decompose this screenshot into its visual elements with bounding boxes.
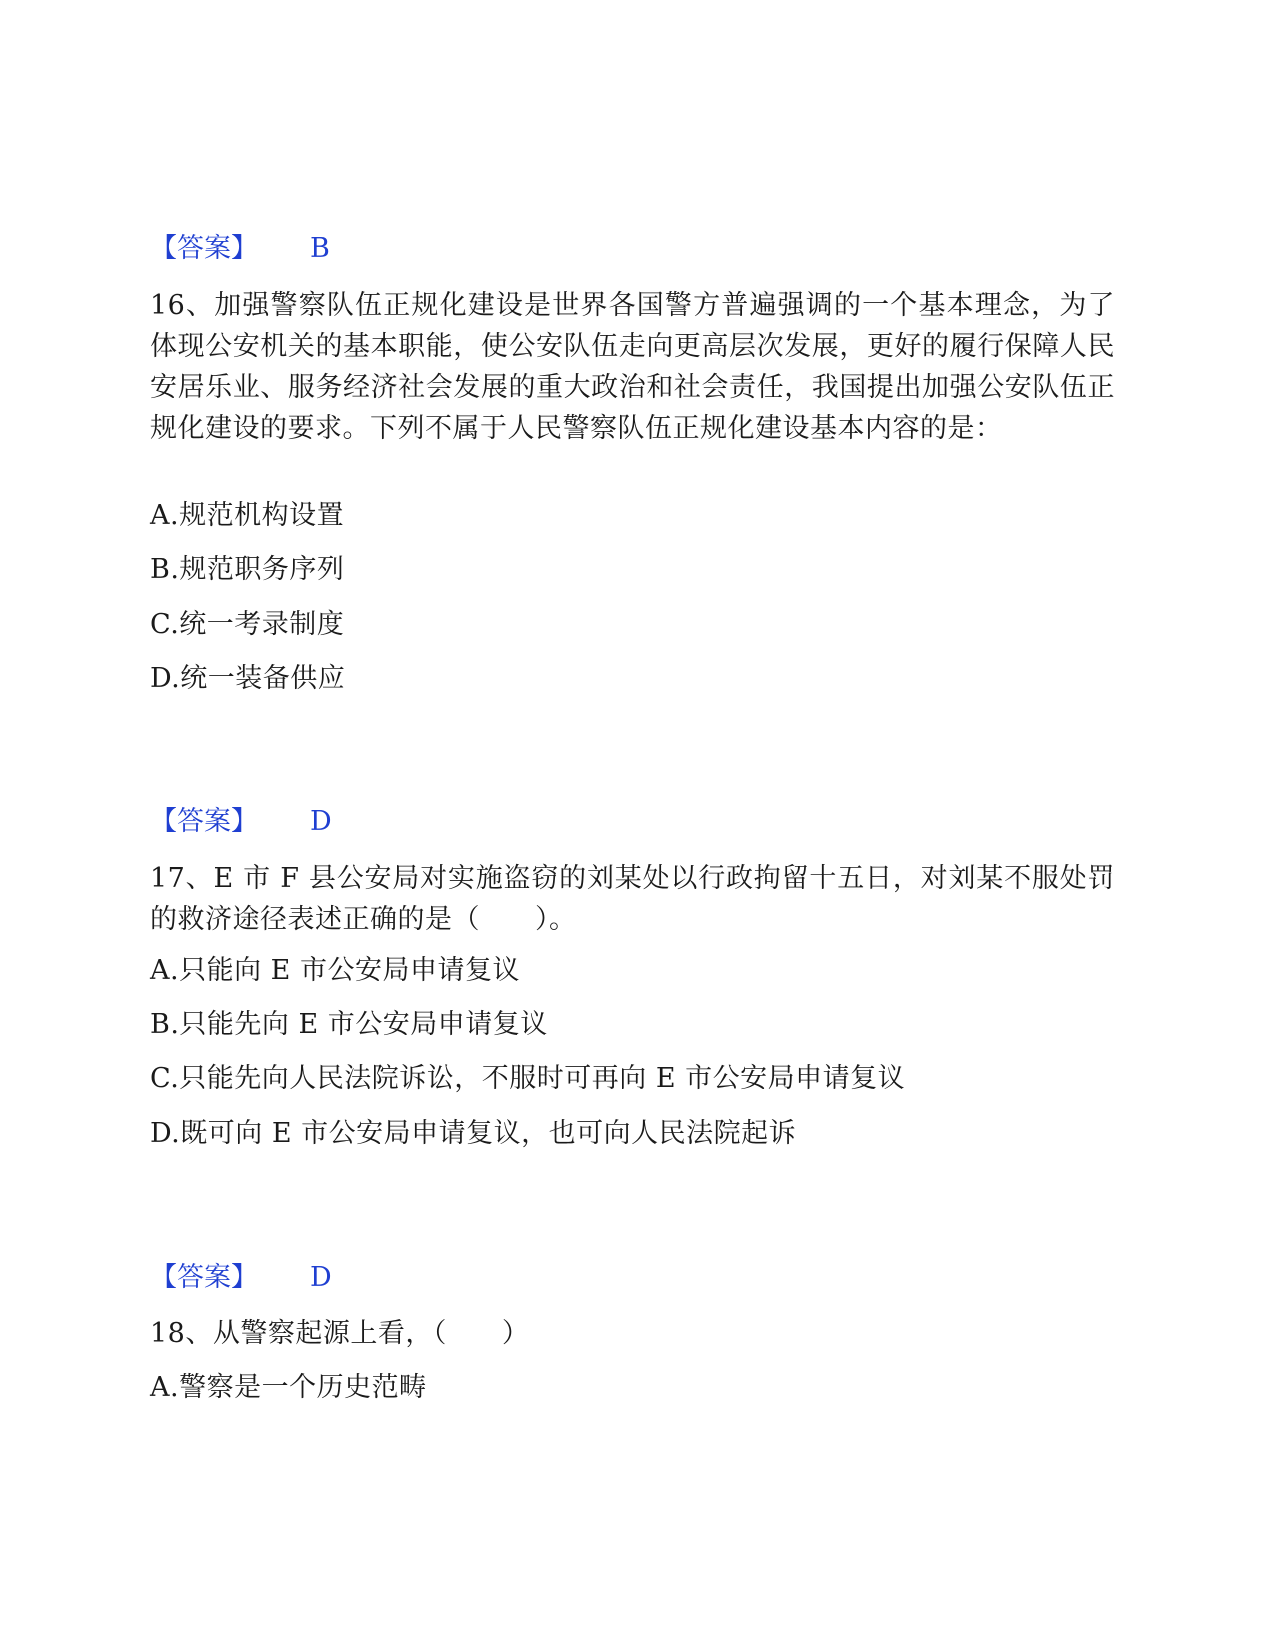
question-17-option-d: D.既可向 E 市公安局申请复议，也可向人民法院起诉 <box>150 1118 797 1149</box>
question-17-option-b: B.只能先向 E 市公安局申请复议 <box>150 1009 548 1040</box>
answer-label: 【答案】 <box>150 1262 258 1293</box>
answer-value: B <box>310 233 330 264</box>
answer-value: D <box>310 806 332 837</box>
question-16-text: 16、加强警察队伍正规化建设是世界各国警方普遍强调的一个基本理念，为了体现公安机关的基本职能，使公安队伍走向更高层次发展，更好的履行保障人民安居乐业、服务经济社会发展的重大政治和社会责任，我国提出加强公安队伍正规化建设的要求。下列不属于人民警察队伍正规化建设基本内容的是： <box>150 290 1115 444</box>
answer-line-15 <box>150 233 330 265</box>
question-18-text: 18、从警察起源上看，（ ） <box>150 1318 530 1349</box>
question-17-text: 17、E 市 F 县公安局对实施盗窃的刘某处以行政拘留十五日，对刘某不服处罚的救济途径表述正确的是（ ）。 <box>150 863 1115 935</box>
question-16-option-c: C.统一考录制度 <box>150 609 345 640</box>
answer-label: 【答案】 <box>150 806 258 837</box>
answer-value: D <box>310 1262 332 1293</box>
question-16-option-a: A.规范机构设置 <box>150 500 345 531</box>
question-16-option-b: B.规范职务序列 <box>150 554 345 585</box>
question-17-option-a: A.只能向 E 市公安局申请复议 <box>150 955 520 986</box>
answer-line-16 <box>150 806 332 838</box>
answer-label: 【答案】 <box>150 233 258 264</box>
question-17-option-c: C.只能先向人民法院诉讼，不服时可再向 E 市公安局申请复议 <box>150 1063 906 1094</box>
question-16-option-d: D.统一装备供应 <box>150 663 346 694</box>
question-18-option-a: A.警察是一个历史范畴 <box>150 1372 427 1403</box>
answer-line-17 <box>150 1262 332 1294</box>
